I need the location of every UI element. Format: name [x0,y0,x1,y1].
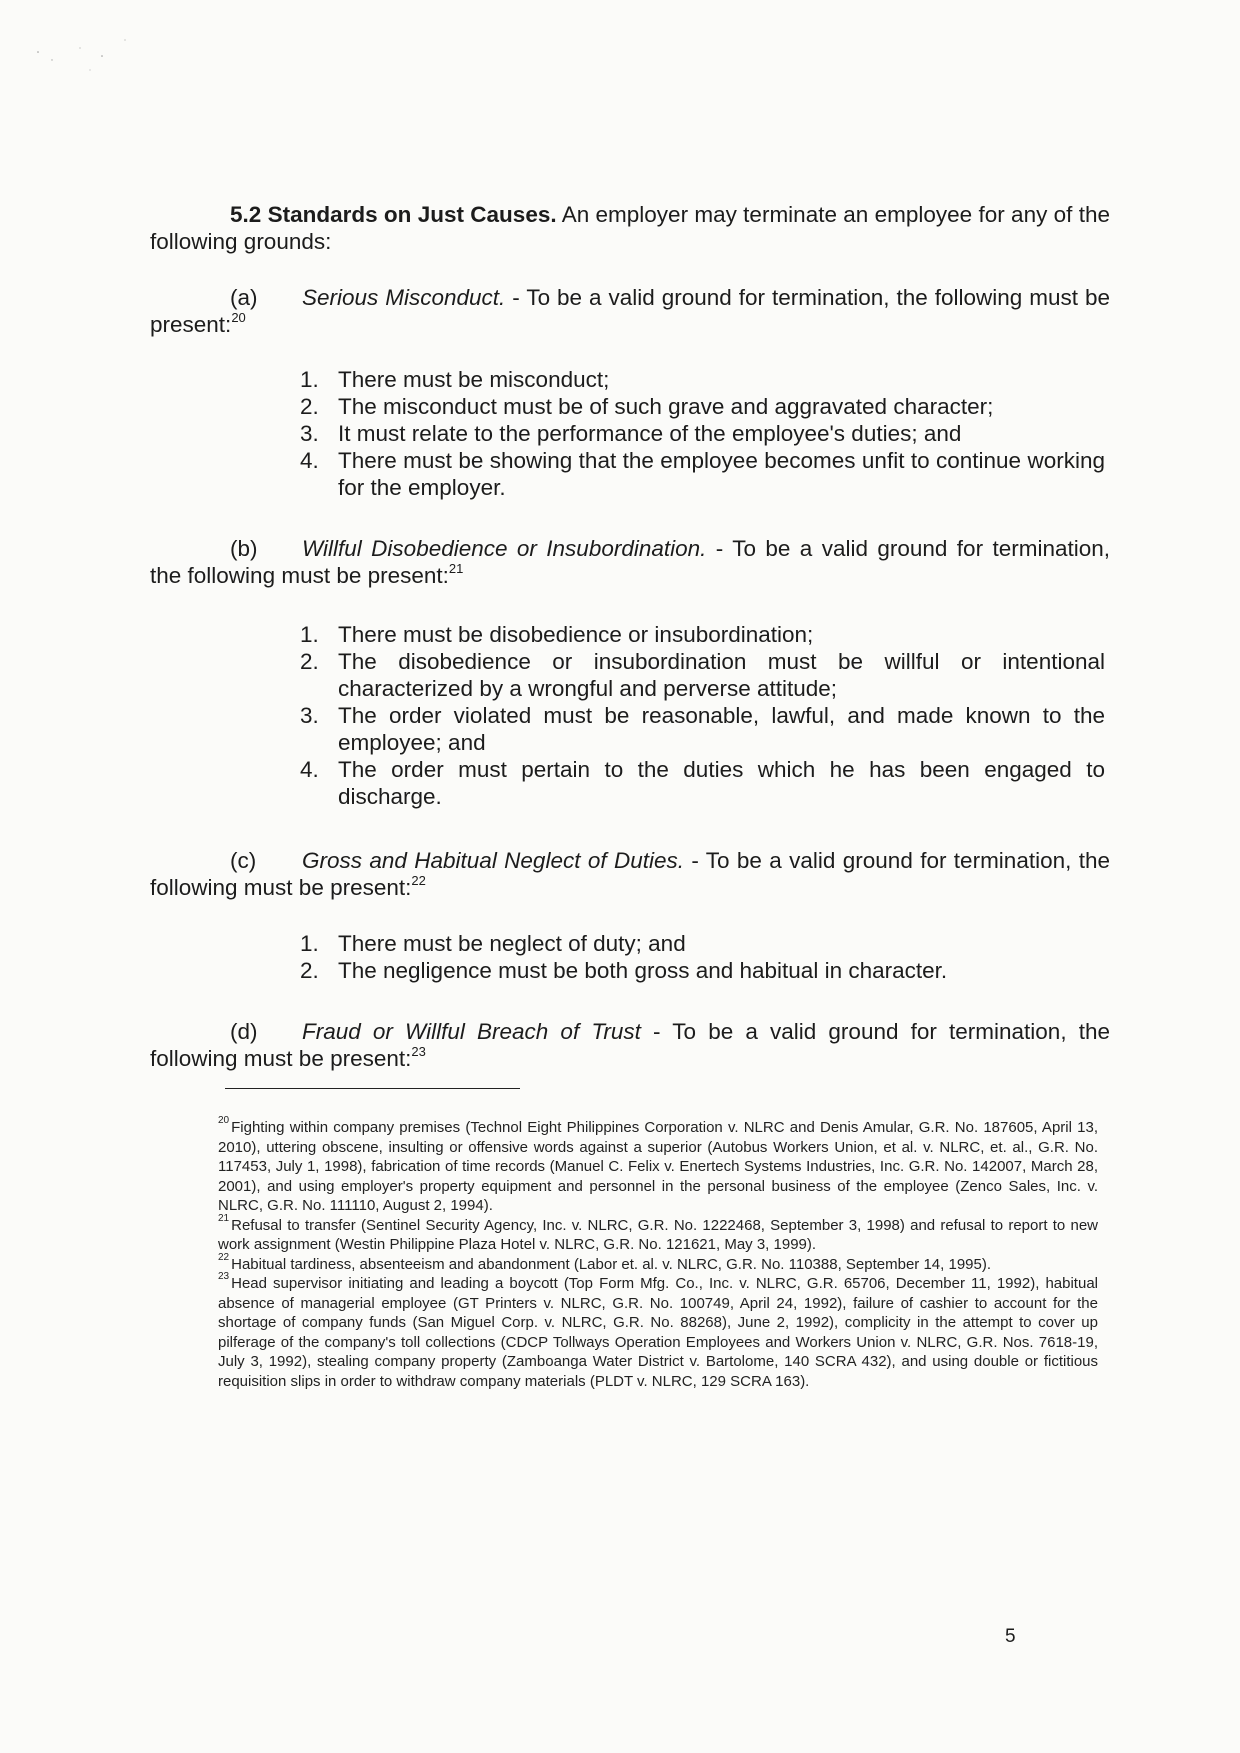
footnote-23: $^{23}$ Head supervisor initiating and leading a boycott (Top Form Mfg. Co., Inc. v. NLRC, G.R. 65706, December 11, 1992), habitual absence of managerial employee (GT Printers v. NLRC, G.R. No. 100749, April 24, 1992), failure of cashier to account for the shortage of company funds (San Miguel Corp. v. NLRC, G.R. No. 88268), June 2, 1992), complicity in the attempt to cover up pilferage of the company's toll collections (CDCP Tollways Operation Employees and Workers Union v. NLRC, G.R. Nos. 7618-19, July 3, 1992), stealing company property (Zamboanga Water District v. Bartolome, 140 SCRA 432), and using double or fictitious requisition slips in order to withdraw company materials (PLDT v. NLRC, 129 SCRA 163). [218,1271,1098,1390]
footnote-ref-21[interactable]: 21 [448,560,464,576]
list-item: 2. The negligence must be both gross and habitual in character. [300,958,948,983]
list-item: 2. The misconduct must be of such grave and aggravated character; [300,394,994,419]
ground-b-title: Willful Disobedience or Insubordination. [302,536,707,561]
list-item: 4. There must be showing that the employee becomes unfit to continue working for the employer. [300,448,1105,500]
list-item: 1. There must be disobedience or insubordination; [300,622,814,647]
ground-d-title: Fraud or Willful Breach of Trust [302,1019,641,1044]
ground-a-heading [150,284,1110,338]
footnote-22: $^{22}$ Habitual tardiness, absenteeism and abandonment (Labor et. al. v. NLRC, G.R. No. 110388, September 14, 1995). [218,1251,992,1273]
footnote-ref-22[interactable]: 22 [411,872,426,888]
ground-b-requirements [300,621,1105,810]
ground-d-heading [150,1018,1110,1072]
list-item: 1. There must be misconduct; [300,367,610,392]
section-heading: 5.2 Standards on Just Causes. [230,202,557,227]
list-item: 3. The order violated must be reasonable, lawful, and made known to the employee; and [300,703,1105,755]
ground-d-lead: - To be a valid ground for termination, the following must be present: [150,1019,1110,1071]
ground-c-letter: (c) [230,848,257,873]
ground-a-letter: (a) [230,285,258,310]
scan-speck-marks [30,30,140,90]
ground-c-lead: - To be a valid ground for termination, the following must be present: [150,848,1110,900]
list-item: 2. The disobedience or insubordination must be willful or intentional characterized by a wrongful and perverse attitude; [300,649,1105,701]
list-item: 4. The order must pertain to the duties which he has been engaged to discharge. [300,757,1105,809]
page-number: 5 [1005,1626,1016,1647]
footnote-separator [225,1088,520,1089]
ground-b-heading [150,535,1110,589]
ground-a-lead: - To be a valid ground for termination, the following must be present: [150,285,1110,337]
list-item: 1. There must be neglect of duty; and [300,931,686,956]
footnote-21: $^{21}$ Refusal to transfer (Sentinel Security Agency, Inc. v. NLRC, G.R. No. 1222468, September 3, 1998) and refusal to report to new work assignment (Westin Philippine Plaza Hotel v. NLRC, G.R. No. 121621, May 3, 1999). [218,1212,1098,1253]
ground-b-letter: (b) [230,536,258,561]
footnotes [218,1115,1098,1391]
ground-c-heading [150,847,1110,901]
ground-a-title: Serious Misconduct. [302,285,506,310]
section-intro-paragraph [150,201,1110,255]
section-intro-text: An employer may terminate an employee for any of the following grounds: [150,202,1110,254]
footnote-ref-23[interactable]: 23 [411,1043,426,1059]
ground-c-title: Gross and Habitual Neglect of Duties. [302,848,684,873]
ground-b-lead: - To be a valid ground for termination, the following must be present: [150,536,1110,588]
ground-c-requirements [300,930,1105,984]
ground-a-requirements [300,366,1105,501]
list-item: 3. It must relate to the performance of the employee's duties; and [300,421,962,446]
ground-d-letter: (d) [230,1019,258,1044]
footnote-ref-20[interactable]: 20 [231,309,246,325]
footnote-20: $^{20}$ Fighting within company premises (Technol Eight Philippines Corporation v. NLRC and Denis Amular, G.R. No. 187605, April 13, 2010), uttering obscene, insulting or offensive words against a superior (Autobus Workers Union, et al. v. NLRC, et. al., G.R. No. 117453, July 1, 1998), fabrication of time records (Manuel C. Felix v. Enertech Systems Industries, Inc. G.R. No. 142007, March 28, 2001), and using employer's property equipment and personnel in the personal business of the employee (Zenco Sales, Inc. v. NLRC, G.R. No. 111110, August 2, 1994). [218,1115,1098,1214]
